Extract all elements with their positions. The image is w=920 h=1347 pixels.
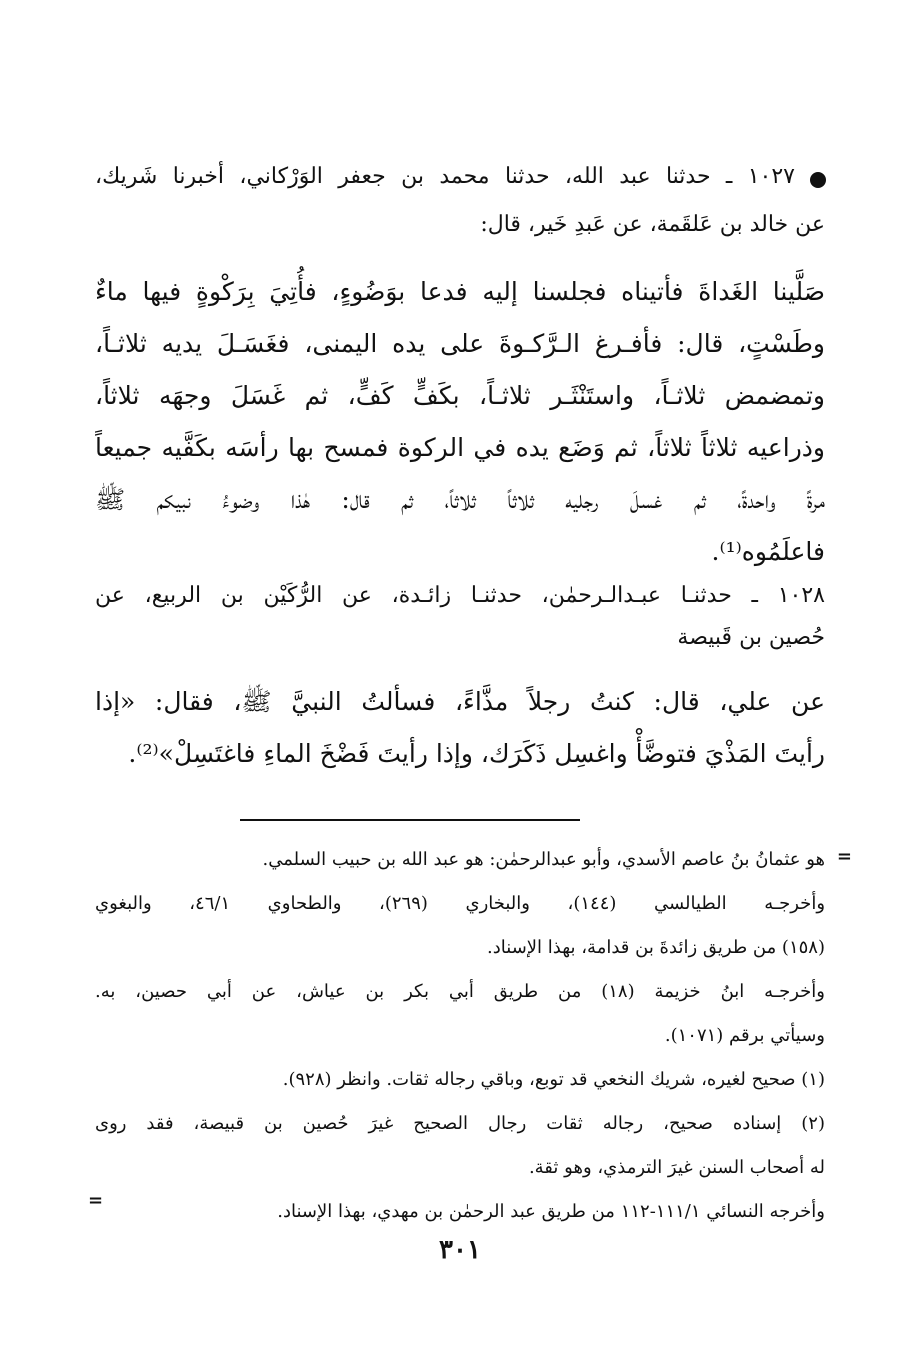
matn-line: وطَسْتٍ، قال: فأفـرغ الـرَّكـوةَ على يده اليمنى، فغَسَـلَ يديه ثلاثـاً، <box>95 329 825 358</box>
footnote-separator <box>240 819 580 821</box>
footnote-continuation <box>95 838 825 1058</box>
matn-line: صَلَّينا الغَداةَ فأتيناه فجلسنا إليه فدعا بوَضُوءٍ، فأُتِيَ بِرَكْوةٍ فيها ماءٌ <box>95 277 825 306</box>
continuation-mark: = <box>836 846 852 867</box>
footnote-line: (١٥٨) من طريق زائدةَ بن قدامة، بهذا الإسناد. <box>487 937 825 958</box>
isnad-line: حُصين بن قَبيصة <box>677 625 825 650</box>
footnote-line: وأخرجـه الطيالسي (١٤٤)، والبخاري (٢٦٩)، والطحاوي ٤٦/١، والبغوي <box>95 893 825 914</box>
isnad-line: ١٠٢٧ ـ حدثنا عبد الله، حدثنا محمد بن جعفر الوَرْكاني، أخبرنا شَريك، <box>95 164 795 189</box>
footnote-line: (١) صحيح لغيره، شريك النخعي قد توبع، وباقي رجاله ثقات. وانظر (٩٢٨). <box>282 1069 825 1090</box>
hadith-bullet-icon <box>810 172 826 188</box>
footnote-line: هو عثمانُ بنُ عاصم الأسدي، وأبو عبدالرحمٰن: هو عبد الله بن حبيب السلمي. <box>262 849 825 870</box>
hadith-1028-matn <box>95 676 825 780</box>
matn-line: فاعلَمُوه⁽¹⁾. <box>711 537 825 566</box>
footnote-line: (٢) إسناده صحيح، رجاله ثقات رجال الصحيح غيرَ حُصين بن قبيصة، فقد روى <box>95 1113 825 1134</box>
matn-line: عن علي، قال: كنتُ رجلاً مذَّاءً، فسألتُ النبيَّ ﷺ، فقال: «إذا <box>95 687 825 716</box>
matn-line: وتمضمض ثلاثـاً، واستَنْثَـر ثلاثـاً، بكَفٍّ كَفٍّ، ثم غَسَلَ وجهَه ثلاثاً، <box>95 381 825 410</box>
continuation-mark-end: = <box>88 1190 104 1211</box>
hadith-1028-isnad <box>95 575 825 659</box>
matn-line: رأيتَ المَذْيَ فتوضَّأْ واغسِل ذَكَرَك، وإذا رأيتَ فَضْخَ الماءِ فاغتَسِلْ»⁽²⁾. <box>128 739 825 768</box>
footnote-line: وأخرجـه ابنُ خزيمة (١٨) من طريق أبي بكر بن عياش، عن أبي حصين، به. <box>95 981 825 1002</box>
matn-line: مرةً واحدةً، ثم غسلَ رجليه ثلاثاً ثلاثاً، ثم قال: هٰذا وضوءُ نبيكم ﷺ <box>95 485 825 514</box>
hadith-1027-matn <box>95 266 825 578</box>
isnad-line: ١٠٢٨ ـ حدثنـا عبـدالـرحمٰن، حدثنـا زائـدة، عن الرُّكَيْن بن الربيع، عن <box>95 583 825 608</box>
footnote-line: وأخرجه النسائي ١١١/١-١١٢ من طريق عبد الرحمٰن بن مهدي، بهذا الإسناد. <box>277 1201 825 1222</box>
footnote-line: وسيأتي برقم (١٠٧١). <box>664 1025 825 1046</box>
isnad-line: عن خالد بن عَلقَمة، عن عَبدِ خَير، قال: <box>480 212 825 237</box>
page-number: ٣٠١ <box>439 1235 481 1265</box>
footnote-line: له أصحاب السنن غيرَ الترمذي، وهو ثقة. <box>528 1157 825 1178</box>
matn-line: وذراعيه ثلاثاً ثلاثاً، ثم وَضَع يده في الركوة فمسح بها رأسَه بكَفَّيه جميعاً <box>95 433 825 462</box>
hadith-1027-isnad <box>95 156 795 198</box>
hadith-1027-isnad-cont <box>95 204 825 246</box>
footnote-notes <box>95 1058 825 1234</box>
